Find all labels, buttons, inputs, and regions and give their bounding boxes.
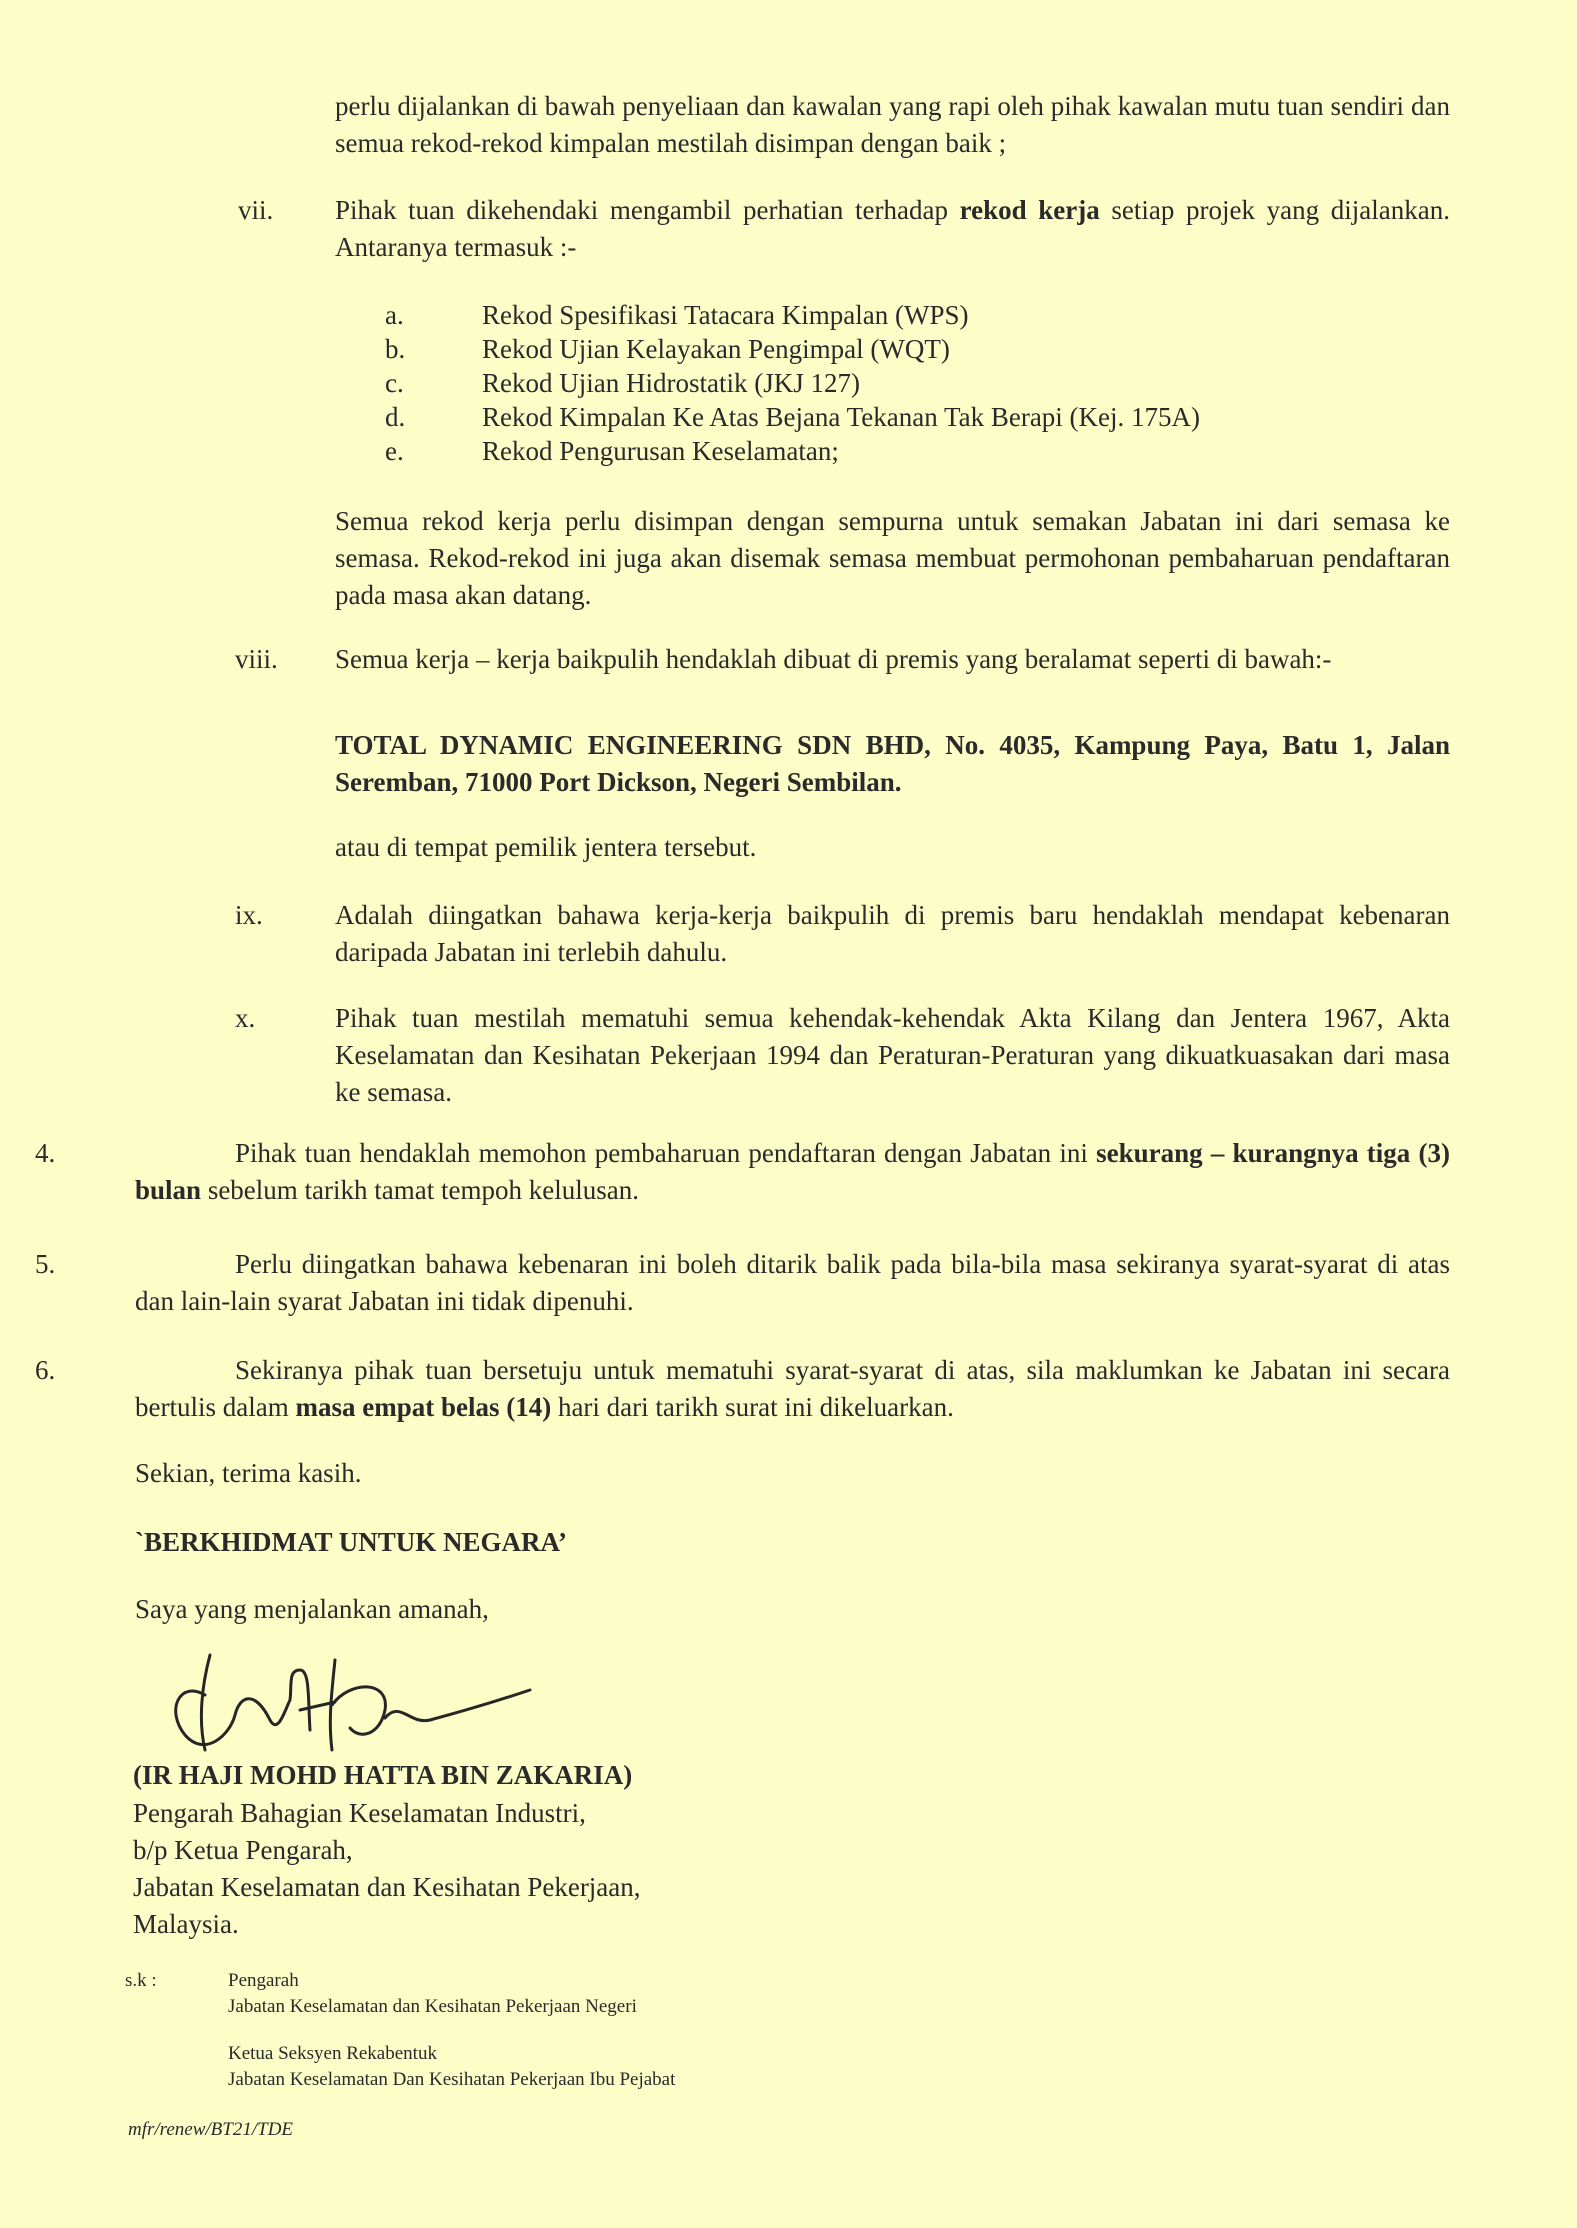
item-vii-pre: Pihak tuan dikehendaki mengambil perhatian terhadap	[335, 195, 960, 225]
list-item-letter: b.	[385, 334, 406, 364]
paragraph-4-post: sebelum tarikh tamat tempoh kelulusan.	[201, 1175, 639, 1205]
paragraph-5-number: 5.	[35, 1249, 56, 1279]
cc-recipient-org: Jabatan Keselamatan Dan Kesihatan Pekerjaan Ibu Pejabat	[228, 2069, 676, 2090]
file-reference: mfr/renew/BT21/TDE	[128, 2119, 294, 2140]
trust-line: Saya yang menjalankan amanah,	[135, 1594, 489, 1624]
list-item	[385, 298, 1385, 332]
item-ix-number: ix.	[235, 900, 263, 930]
list-item-text: Rekod Kimpalan Ke Atas Bejana Tekanan Tak Berapi (Kej. 175A)	[482, 402, 1201, 432]
cc-recipient-org: Jabatan Keselamatan dan Kesihatan Pekerjaan Negeri	[228, 1996, 637, 2017]
item-x-number: x.	[235, 1003, 256, 1033]
item-x-text: Pihak tuan mestilah mematuhi semua kehendak-kehendak Akta Kilang dan Jentera 1967, Akta Keselamatan dan Kesihatan Pekerjaan 1994 dan Peraturan-Peraturan yang dikuatkuasakan dari masa ke semasa.	[335, 1003, 1450, 1107]
list-item-letter: d.	[385, 402, 406, 432]
list-item	[385, 400, 1385, 434]
paragraph-6-post: hari dari tarikh surat ini dikeluarkan.	[551, 1392, 954, 1422]
item-vii-bold: rekod kerja	[959, 195, 1100, 225]
signatory-line: Malaysia.	[133, 1909, 239, 1939]
list-item-text: Rekod Ujian Hidrostatik (JKJ 127)	[482, 368, 860, 398]
handwritten-signature	[160, 1640, 560, 1765]
signatory-line: b/p Ketua Pengarah,	[133, 1835, 353, 1865]
list-item-text: Rekod Pengurusan Keselamatan;	[482, 436, 839, 466]
closing-line: Sekian, terima kasih.	[135, 1458, 362, 1488]
list-item-text: Rekod Ujian Kelayakan Pengimpal (WQT)	[482, 334, 950, 364]
list-item	[385, 434, 1385, 468]
list-item-letter: a.	[385, 300, 404, 330]
signatory-name: (IR HAJI MOHD HATTA BIN ZAKARIA)	[133, 1760, 633, 1790]
item-viii-number: viii.	[235, 644, 278, 674]
paragraph-5	[35, 1246, 1450, 1320]
paragraph-6-pre: Sekiranya pihak tuan bersetuju untuk mematuhi syarat-syarat di atas, sila maklumkan ke Jabatan ini secara bertulis dalam	[135, 1355, 1450, 1422]
paragraph-6	[35, 1352, 1450, 1426]
signatory-line: Pengarah Bahagian Keselamatan Industri,	[133, 1798, 586, 1828]
list-item	[385, 366, 1385, 400]
list-item-text: Rekod Spesifikasi Tatacara Kimpalan (WPS)	[482, 300, 969, 330]
cc-label: s.k :	[125, 1970, 157, 1991]
paragraph-4-bold: sekurang – kurangnya tiga (3) bulan	[135, 1138, 1450, 1205]
signatory-line: Jabatan Keselamatan dan Kesihatan Pekerjaan,	[133, 1872, 641, 1902]
premises-address: TOTAL DYNAMIC ENGINEERING SDN BHD, No. 4035, Kampung Paya, Batu 1, Jalan Seremban, 71000 Port Dickson, Negeri Sembilan.	[335, 730, 1450, 797]
motto: `BERKHIDMAT UNTUK NEGARA’	[135, 1527, 568, 1557]
cc-recipient-title: Pengarah	[228, 1970, 299, 1991]
item-vii-note: Semua rekod kerja perlu disimpan dengan sempurna untuk semakan Jabatan ini dari semasa ke semasa. Rekod-rekod ini juga akan disemak semasa membuat permohonan pembaharuan pendaftaran pada masa akan datang.	[335, 506, 1450, 610]
paragraph-4-number: 4.	[35, 1138, 56, 1168]
cc-recipient	[228, 2041, 675, 2093]
item-viii-text: Semua kerja – kerja baikpulih hendaklah dibuat di premis yang beralamat seperti di bawah:-	[335, 644, 1332, 674]
cc-recipient-title: Ketua Seksyen Rekabentuk	[228, 2043, 437, 2064]
list-item	[385, 332, 1385, 366]
paragraph-4-pre: Pihak tuan hendaklah memohon pembaharuan pendaftaran dengan Jabatan ini	[235, 1138, 1097, 1168]
item-ix-text: Adalah diingatkan bahawa kerja-kerja baikpulih di premis baru hendaklah mendapat kebenaran daripada Jabatan ini terlebih dahulu.	[335, 900, 1450, 967]
paragraph-6-bold: masa empat belas (14)	[295, 1392, 552, 1422]
continuation-paragraph: perlu dijalankan di bawah penyeliaan dan kawalan yang rapi oleh pihak kawalan mutu tuan sendiri dan semua rekod-rekod kimpalan mestilah disimpan dengan baik ;	[335, 91, 1450, 158]
paragraph-6-number: 6.	[35, 1355, 56, 1385]
work-records-list	[385, 298, 1385, 468]
cc-recipient	[228, 1968, 637, 2020]
item-vii-post: setiap projek yang dijalankan. Antaranya termasuk :-	[335, 195, 1450, 262]
item-vii-number: vii.	[238, 195, 274, 225]
item-vii-text	[335, 192, 1450, 266]
signatory-details	[133, 1795, 641, 1943]
paragraph-4	[35, 1135, 1450, 1209]
paragraph-5-text: Perlu diingatkan bahawa kebenaran ini boleh ditarik balik pada bila-bila masa sekiranya syarat-syarat di atas dan lain-lain syarat Jabatan ini tidak dipenuhi.	[135, 1249, 1450, 1316]
list-item-letter: e.	[385, 436, 404, 466]
list-item-letter: c.	[385, 368, 404, 398]
item-viii-alternative: atau di tempat pemilik jentera tersebut.	[335, 832, 757, 862]
